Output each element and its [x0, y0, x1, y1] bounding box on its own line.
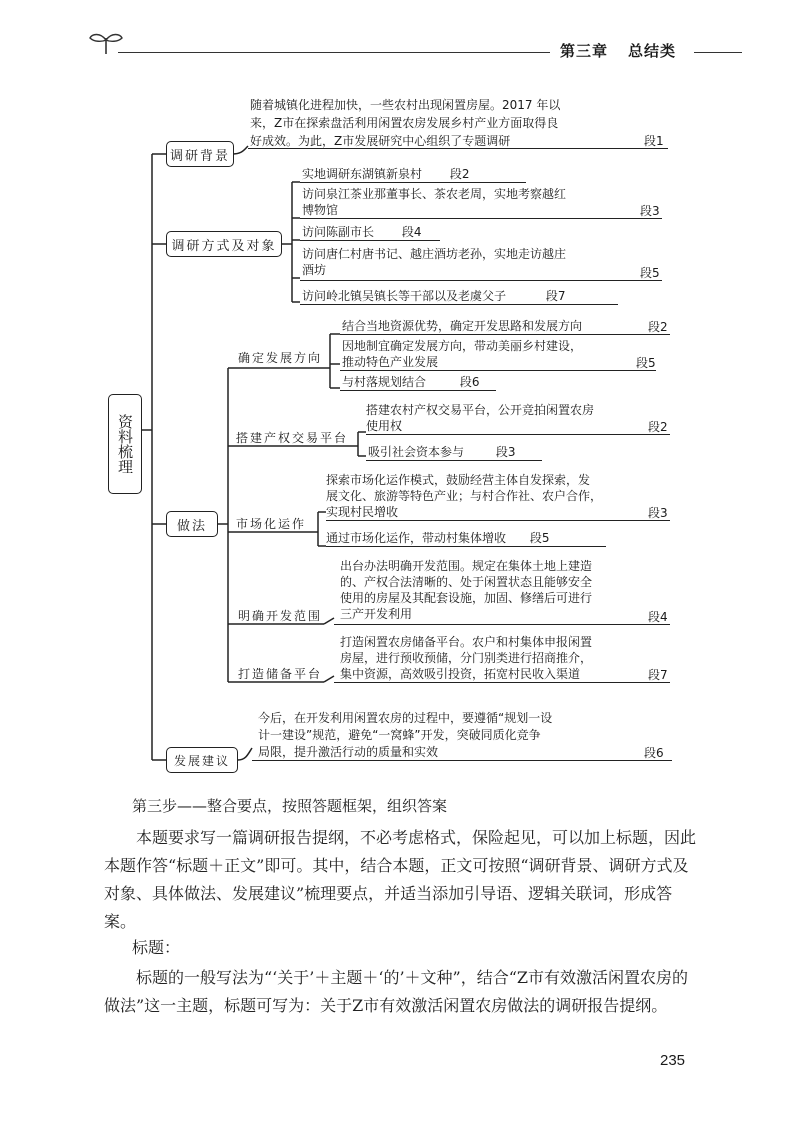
- method-underline: [300, 218, 662, 219]
- method-item-text: 访问岭北镇吴镇长等干部以及老虞父子: [302, 289, 507, 303]
- practice-item-text: 打造闲置农房储备平台。农户和村集体申报闲置: [340, 635, 593, 649]
- method-item-para: 段7: [545, 289, 566, 303]
- page-number: 235: [660, 1052, 686, 1069]
- branch-method-label: 调研方式及对象: [171, 238, 277, 254]
- method-underline: [300, 280, 662, 281]
- answer-paragraph-1: 本题要求写一篇调研报告提纲，不必考虑格式，保险起见，可以加上标题，因此本题作答“标题＋正文”即可。其中，结合本题，正文可按照“调研背景、调研方式及对象、具体做法、发展建议”梳理要点，并适当添加引导语、逻辑关联词，形成答案。: [104, 828, 697, 931]
- practice-item-text: 实现村民增收: [326, 505, 399, 519]
- method-item-para: 段2: [449, 167, 470, 181]
- practice-item: [342, 338, 582, 370]
- background-line: 来，Z市在探索盘活利用闲置农房发展乡村产业方面取得良: [250, 116, 559, 130]
- practice-underline: [340, 390, 496, 391]
- practice-item-text: 的、产权合法清晰的、处于闲置状态且能够安全: [340, 575, 593, 589]
- background-text: [250, 96, 560, 150]
- practice-underline: [334, 682, 670, 683]
- root-box: [108, 394, 142, 494]
- suggestion-text: [258, 710, 552, 761]
- method-underline: [300, 304, 618, 305]
- method-item: [302, 224, 421, 240]
- practice-item-para: 段5: [636, 356, 656, 370]
- practice-group-label: 市场化运作: [236, 517, 307, 531]
- method-item: [302, 246, 566, 278]
- practice-item-text: 集中资源，高效吸引投资，拓宽村民收入渠道: [340, 667, 581, 681]
- practice-item-text: 结合当地资源优势，确定开发思路和发展方向: [342, 319, 583, 333]
- suggestion-para: 段6: [644, 746, 664, 760]
- branch-background-label: 调研背景: [169, 148, 230, 164]
- method-item: [302, 166, 469, 182]
- practice-item: [326, 472, 602, 520]
- practice-item: [340, 634, 592, 682]
- practice-group-label: 确定发展方向: [238, 351, 323, 365]
- practice-item-para: 段4: [648, 610, 668, 624]
- suggestion-line: 计一建设”规范，避免“一窝蜂”开发，突破同质化竞争: [258, 728, 541, 742]
- method-underline: [300, 240, 440, 241]
- practice-item-text: 搭建农村产权交易平台，公开竞拍闲置农房: [366, 403, 595, 417]
- method-underline: [300, 182, 526, 183]
- suggestion-underline: [252, 760, 672, 761]
- practice-underline: [326, 546, 606, 547]
- practice-item-text: 三产开发利用: [340, 607, 413, 621]
- branch-suggestion: [166, 747, 238, 773]
- practice-underline: [326, 520, 670, 521]
- practice-item-text: 探索市场化运作模式，鼓励经营主体自发探索，发: [326, 473, 591, 487]
- practice-group-label: 打造储备平台: [238, 667, 323, 681]
- practice-item-para: 段6: [459, 375, 480, 389]
- method-item-text: 访问泉江茶业那董事长、茶农老周，实地考察越红: [302, 187, 567, 201]
- answer-paragraph-3: 标题的一般写法为“‘关于’＋主题＋‘的’＋文种”，结合“Z市有效激活闲置农房的做法”这一主题，标题可写为：关于Z市有效激活闲置农房做法的调研报告提纲。: [104, 968, 689, 1015]
- practice-item-text: 使用的房屋及其配套设施，加固、修缮后可进行: [340, 591, 593, 605]
- practice-item-text: 因地制宜确定发展方向，带动美丽乡村建设，: [342, 339, 583, 353]
- practice-underline: [340, 370, 656, 371]
- method-item-text: 酒坊: [302, 263, 327, 277]
- practice-item-para: 段2: [648, 420, 668, 434]
- practice-item: [366, 402, 594, 434]
- practice-item: [342, 374, 479, 390]
- branch-method: [166, 231, 282, 257]
- method-item-para: 段5: [640, 266, 660, 280]
- background-line: 随着城镇化进程加快，一些农村出现闲置房屋。2017 年以: [250, 98, 561, 112]
- method-item-para: 段3: [640, 204, 660, 218]
- branch-practice-label: 做法: [176, 518, 207, 534]
- practice-item-para: 段5: [529, 531, 550, 545]
- method-item-para: 段4: [401, 225, 422, 239]
- header-section: 总结类: [628, 42, 677, 60]
- background-para: 段1: [644, 134, 664, 148]
- practice-item-para: 段2: [648, 320, 668, 334]
- practice-item-para: 段7: [648, 668, 668, 682]
- practice-item: [342, 318, 582, 334]
- practice-item-text: 展文化、旅游等特色产业；与村合作社、农户合作，: [326, 489, 603, 503]
- practice-item: [326, 530, 549, 546]
- practice-item-para: 段3: [648, 506, 668, 520]
- practice-item-text: 使用权: [366, 419, 403, 433]
- practice-group-label: 明确开发范围: [238, 609, 323, 623]
- background-underline: [248, 148, 668, 149]
- practice-underline: [366, 434, 670, 435]
- practice-item: [340, 558, 592, 622]
- suggestion-line: 今后，在开发利用闲置农房的过程中，要遵循“规划一设: [258, 711, 553, 725]
- practice-item: [368, 444, 515, 460]
- branch-suggestion-label: 发展建议: [173, 753, 230, 768]
- header-chapter: 第三章: [560, 42, 609, 60]
- method-item-text: 实地调研东湖镇新泉村: [302, 167, 423, 181]
- root-label: 资料梳理: [116, 414, 134, 474]
- method-item: [302, 288, 565, 304]
- method-item-text: 访问唐仁村唐书记、越庄酒坊老孙，实地走访越庄: [302, 247, 567, 261]
- suggestion-line: 局限，提升激活行动的质量和实效: [258, 745, 439, 759]
- practice-item-text: 与村落规划结合: [342, 375, 427, 389]
- practice-group-label: 搭建产权交易平台: [236, 431, 349, 445]
- background-line: 好成效。为此，Z市发展研究中心组织了专题调研: [250, 134, 511, 148]
- practice-item-text: 通过市场化运作，带动村集体增收: [326, 531, 507, 545]
- practice-item-text: 房屋，进行预收预储，分门别类进行招商推介，: [340, 651, 593, 665]
- method-item-text: 访问陈副市长: [302, 225, 375, 239]
- practice-underline: [334, 624, 670, 625]
- method-item-text: 博物馆: [302, 203, 339, 217]
- practice-item-para: 段3: [495, 445, 516, 459]
- practice-item-text: 吸引社会资本参与: [368, 445, 465, 459]
- practice-underline: [366, 460, 542, 461]
- branch-background: [166, 141, 234, 167]
- practice-underline: [340, 334, 670, 335]
- answer-paragraph-2: 标题：: [132, 938, 181, 957]
- method-item: [302, 186, 566, 218]
- branch-practice: [166, 511, 218, 537]
- practice-item-text: 推动特色产业发展: [342, 355, 439, 369]
- practice-item-text: 出台办法明确开发范围。规定在集体土地上建造: [340, 559, 593, 573]
- step-heading: 第三步——整合要点，按照答题框架，组织答案: [132, 797, 448, 815]
